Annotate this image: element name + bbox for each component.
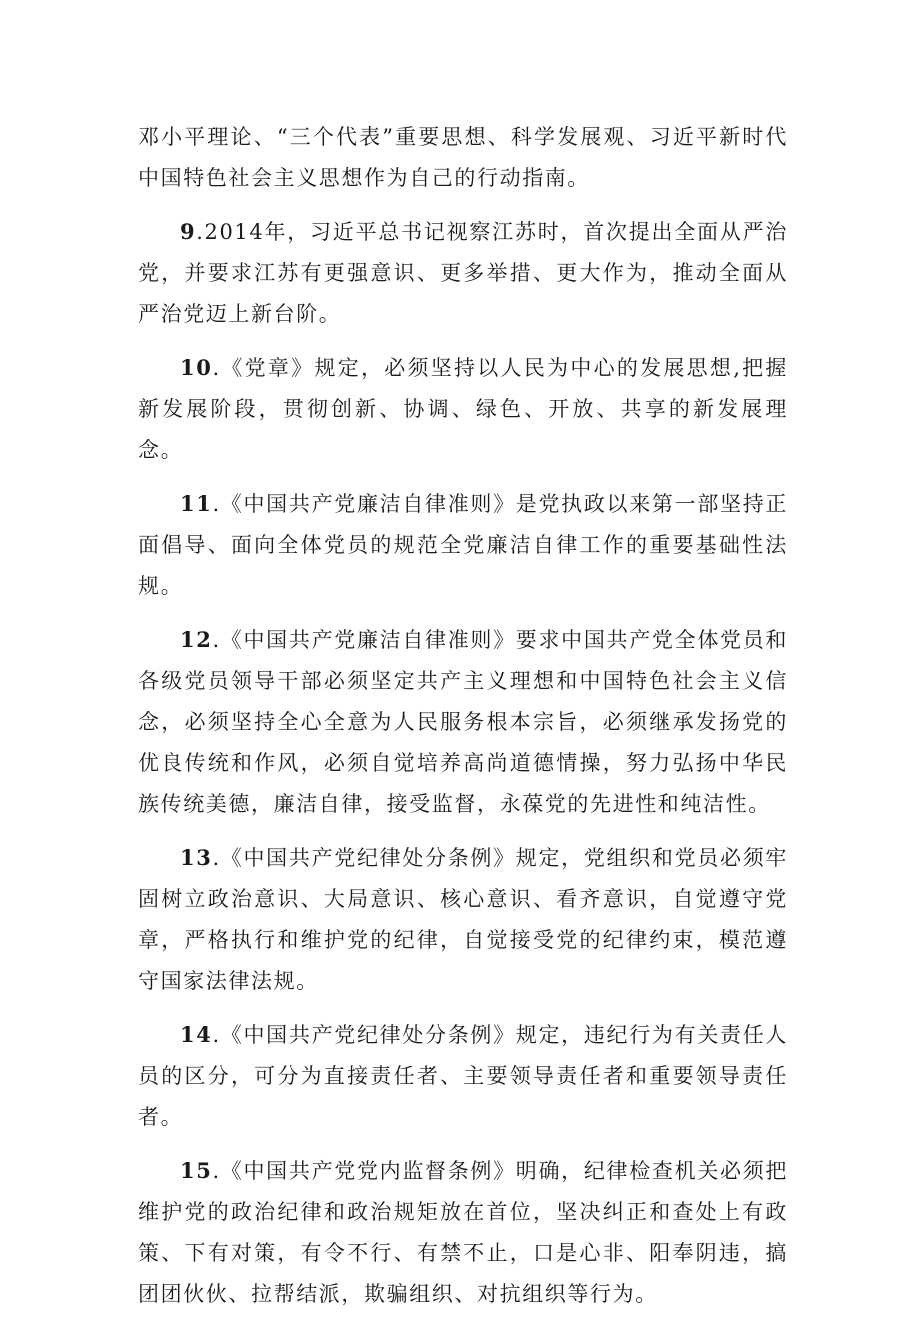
item-number: 11 <box>180 491 213 516</box>
list-item-10 <box>138 347 788 471</box>
list-item-13 <box>138 837 788 1002</box>
paragraph-text: 邓小平理论、“三个代表”重要思想、科学发展观、习近平新时代中国特色社会主义思想作为自己的行动指南。 <box>138 125 788 190</box>
list-item-9 <box>138 211 788 335</box>
list-item-14 <box>138 1014 788 1138</box>
item-number: 13 <box>180 845 213 870</box>
paragraph-text: .《中国共产党党内监督条例》明确，纪律检查机关必须把维护党的政治纪律和政治规矩放在首位，坚决纠正和查处上有政策、下有对策，有令不行、有禁不止，口是心非、阳奉阴违，搞团团伙伙、拉帮结派，欺骗组织、对抗组织等行为。 <box>138 1159 788 1306</box>
paragraph-text: .《中国共产党廉洁自律准则》要求中国共产党全体党员和各级党员领导干部必须坚定共产主义理想和中国特色社会主义信念，必须坚持全心全意为人民服务根本宗旨，必须继承发扬党的优良传统和作风，必须自觉培养高尚道德情操，努力弘扬中华民族传统美德，廉洁自律，接受监督，永葆党的先进性和纯洁性。 <box>138 628 788 816</box>
paragraph-text: .《党章》规定，必须坚持以人民为中心的发展思想,把握新发展阶段，贯彻创新、协调、绿色、开放、共享的新发展理念。 <box>138 356 788 462</box>
paragraph-text: .《中国共产党廉洁自律准则》是党执政以来第一部坚持正面倡导、面向全体党员的规范全党廉洁自律工作的重要基础性法规。 <box>138 492 788 598</box>
list-item-12 <box>138 619 788 825</box>
item-number: 12 <box>180 627 213 652</box>
paragraph-text: .《中国共产党纪律处分条例》规定，党组织和党员必须牢固树立政治意识、大局意识、核心意识、看齐意识，自觉遵守党章，严格执行和维护党的纪律，自觉接受党的纪律约束，模范遵守国家法律法规。 <box>138 846 788 993</box>
paragraph-text: .2014年，习近平总书记视察江苏时，首次提出全面从严治党，并要求江苏有更强意识、更多举措、更大作为，推动全面从严治党迈上新台阶。 <box>138 220 788 326</box>
list-item-11 <box>138 483 788 607</box>
item-number: 10 <box>180 355 213 380</box>
list-item-15 <box>138 1150 788 1315</box>
paragraph-text: .《中国共产党纪律处分条例》规定，违纪行为有关责任人员的区分，可分为直接责任者、主要领导责任者和重要领导责任者。 <box>138 1023 788 1129</box>
document-body <box>138 117 788 1327</box>
item-number: 14 <box>180 1022 213 1047</box>
item-number: 15 <box>180 1158 213 1183</box>
item-number: 9 <box>180 219 197 244</box>
paragraph-continuation <box>138 117 788 199</box>
